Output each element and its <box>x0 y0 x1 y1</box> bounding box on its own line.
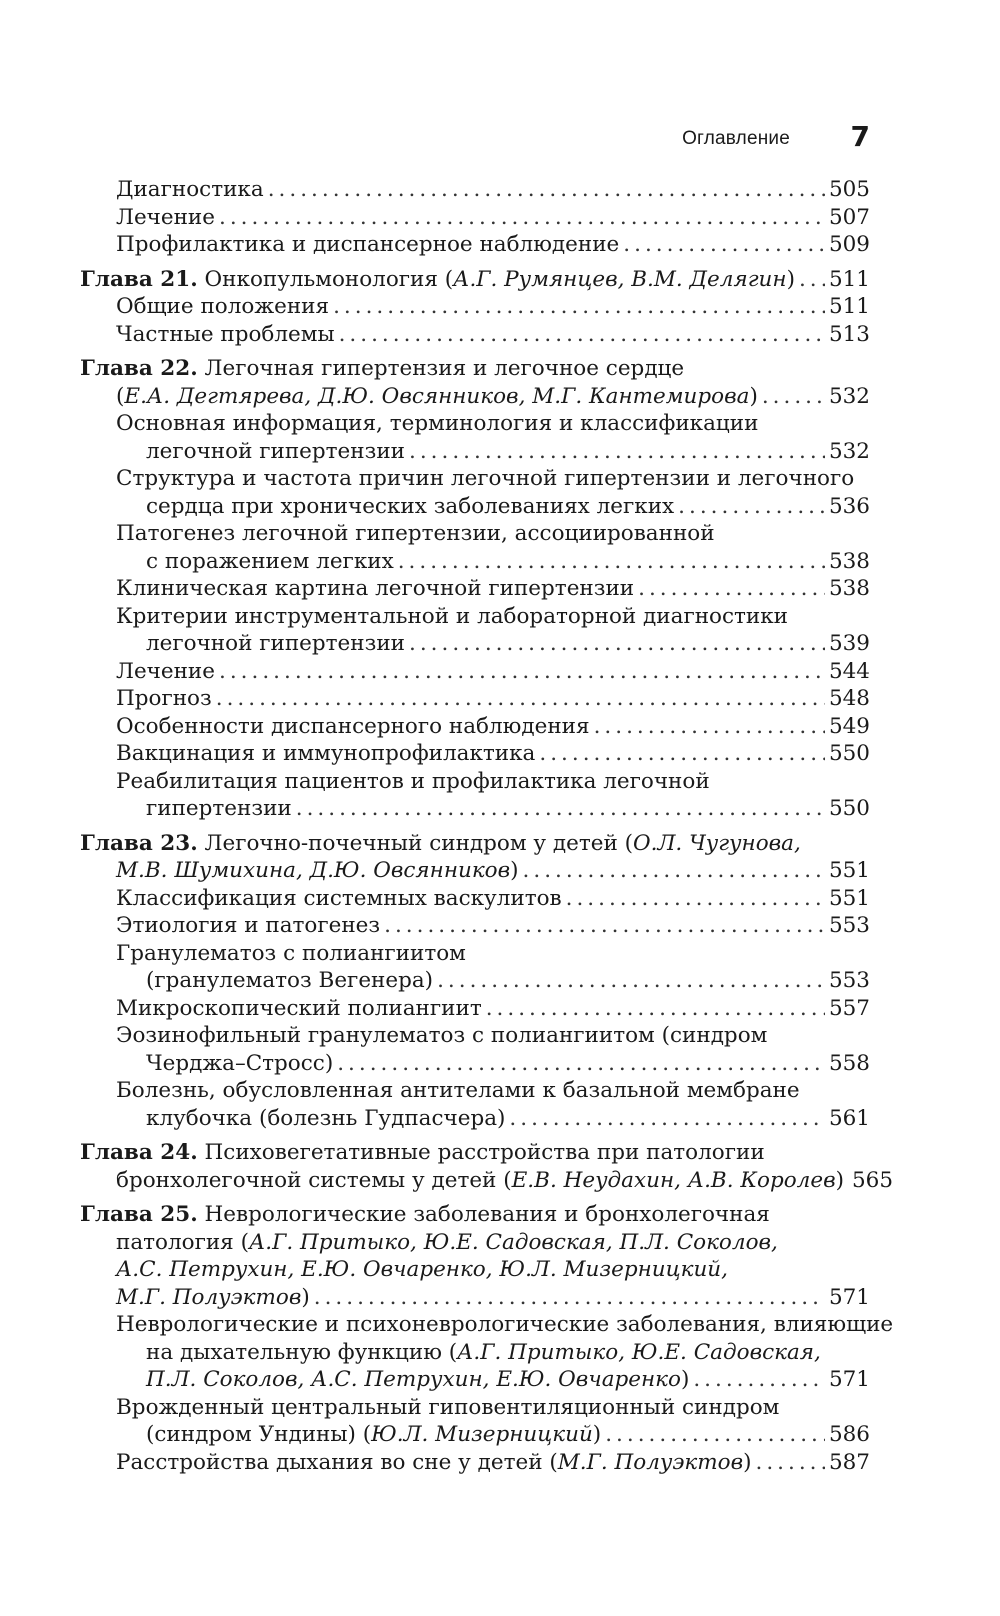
toc-entry[interactable]: Гранулематоз с полиангиитом <box>116 940 466 966</box>
page-ref: 553 <box>828 913 870 938</box>
toc-entry-continuation[interactable]: на дыхательную функцию (А.Г. Притыко, Ю.Е. Садовская, <box>146 1339 821 1365</box>
page-ref: 550 <box>828 741 870 766</box>
toc-entry-continuation[interactable]: сердца при хронических заболеваниях легких ..... 536 <box>80 493 870 521</box>
page-ref: 551 <box>828 858 870 883</box>
chapter-label: Глава 23. <box>80 830 198 856</box>
chapter-label: Глава 25. <box>80 1202 198 1227</box>
page-ref: 507 <box>828 204 870 230</box>
chapter-label: Глава 21. <box>80 266 198 292</box>
toc-entry[interactable]: Врожденный центральный гиповентиляционный синдром <box>116 1394 780 1420</box>
toc-entry-continuation[interactable]: М.В. Шумихина, Д.Ю. Овсянников) ..... 551 <box>80 857 870 885</box>
authors: А.С. Петрухин, Е.Ю. Овчаренко, Ю.Л. Мизерницкий, <box>116 1257 728 1282</box>
toc-entry-continuation[interactable]: Черджа–Стросс) ..... 558 <box>80 1050 870 1078</box>
page-ref: 561 <box>828 1105 870 1131</box>
toc-entry[interactable]: Профилактика и диспансерное наблюдение ..... 509 <box>80 231 870 259</box>
toc-entry[interactable]: Клиническая картина легочной гипертензии ..... 538 <box>80 575 870 603</box>
toc-entry-continuation[interactable]: клубочка (болезнь Гудпасчера) ..... 561 <box>80 1105 870 1133</box>
toc-entry[interactable]: Основная информация, терминология и классификации <box>116 411 759 436</box>
page-ref: 544 <box>828 658 870 684</box>
authors: О.Л. Чугунова, <box>633 830 801 856</box>
toc-entry[interactable]: Классификация системных васкулитов ..... 551 <box>80 885 870 913</box>
page-ref: 538 <box>828 576 870 601</box>
authors: М.В. Шумихина, Д.Ю. Овсянников <box>116 858 511 883</box>
toc-entry-continuation[interactable]: легочной гипертензии ..... 539 <box>80 630 870 658</box>
toc-entry[interactable]: Микроскопический полиангиит ..... 557 <box>80 995 870 1023</box>
page-ref: 538 <box>828 548 870 574</box>
authors: А.Г. Притыко, Ю.Е. Садовская, П.Л. Соколов, <box>248 1229 778 1255</box>
toc-entry-continuation[interactable]: патология (А.Г. Притыко, Ю.Е. Садовская, П.Л. Соколов, <box>116 1229 778 1255</box>
toc-entry[interactable]: Критерии инструментальной и лабораторной диагностики <box>116 603 789 629</box>
authors: Е.В. Неудахин, А.В. Королев <box>511 1167 836 1193</box>
toc-entry[interactable]: Болезнь, обусловленная антителами к базальной мембране <box>116 1078 800 1103</box>
toc-entry-continuation[interactable]: М.Г. Полуэктов) ..... 571 <box>80 1284 870 1312</box>
toc-entry-continuation[interactable]: (Е.А. Дегтярева, Д.Ю. Овсянников, М.Г. Кантемирова) ..... 532 <box>80 383 870 411</box>
page-ref: 513 <box>828 321 870 347</box>
toc-entry-continuation[interactable]: легочной гипертензии ..... 532 <box>80 438 870 466</box>
page-ref: 532 <box>828 438 870 464</box>
page-ref: 511 <box>828 294 870 319</box>
page-ref: 539 <box>828 631 870 656</box>
page-ref: 557 <box>828 995 870 1021</box>
toc-entry[interactable]: Лечение ..... 544 <box>80 658 870 686</box>
page-ref: 551 <box>828 885 870 911</box>
toc-entry-continuation[interactable]: П.Л. Соколов, А.С. Петрухин, Е.Ю. Овчаренко) ..... 571 <box>80 1366 870 1394</box>
toc-chapter-24[interactable]: Глава 24. Психовегетативные расстройства при патологии <box>80 1140 765 1165</box>
page-ref: 571 <box>828 1284 870 1310</box>
toc-entry-continuation[interactable]: гипертензии ..... 550 <box>80 795 870 823</box>
page-ref: 558 <box>828 1050 870 1076</box>
chapter-label: Глава 22. <box>80 356 198 381</box>
page-ref: 549 <box>828 713 870 739</box>
chapter-label: Глава 24. <box>80 1140 198 1165</box>
page-ref: 586 <box>828 1422 870 1447</box>
authors: П.Л. Соколов, А.С. Петрухин, Е.Ю. Овчаренко <box>146 1367 681 1392</box>
toc-entry[interactable]: Диагностика ..... 505 <box>80 176 870 204</box>
toc-chapter-23[interactable]: Глава 23. Легочно-почечный синдром у детей (О.Л. Чугунова, <box>80 830 801 856</box>
toc-entry-continuation[interactable]: бронхолегочной системы у детей (Е.В. Неудахин, А.В. Королев) 565 <box>116 1167 894 1193</box>
toc-entry[interactable]: Расстройства дыхания во сне у детей (М.Г. Полуэктов) ..... 587 <box>80 1449 870 1477</box>
page-ref: 505 <box>828 177 870 202</box>
page-ref: 509 <box>828 232 870 257</box>
page-ref: 548 <box>828 686 870 711</box>
toc-entry[interactable]: Патогенез легочной гипертензии, ассоциированной <box>116 521 715 546</box>
page-header <box>80 120 870 160</box>
toc-entry[interactable]: Прогноз ..... 548 <box>80 685 870 713</box>
page-ref: 532 <box>828 383 870 409</box>
toc-chapter-22[interactable]: Глава 22. Легочная гипертензия и легочное сердце <box>80 356 685 381</box>
page-ref: 565 <box>852 1167 894 1193</box>
toc-entry-continuation[interactable]: (синдром Ундины) (Ю.Л. Мизерницкий) ..... 586 <box>80 1421 870 1449</box>
toc-entry[interactable]: Особенности диспансерного наблюдения ..... 549 <box>80 713 870 741</box>
authors: М.Г. Полуэктов <box>116 1284 302 1310</box>
page-number: 7 <box>850 120 870 153</box>
table-of-contents <box>80 176 894 1476</box>
page-ref: 511 <box>828 266 870 292</box>
toc-chapter-25[interactable]: Глава 25. Неврологические заболевания и бронхолегочная <box>80 1202 770 1227</box>
toc-entry[interactable]: Общие положения ..... 511 <box>80 293 870 321</box>
toc-entry[interactable]: Реабилитация пациентов и профилактика легочной <box>116 768 710 794</box>
authors: А.Г. Притыко, Ю.Е. Садовская, <box>457 1339 821 1365</box>
running-title: Оглавление <box>682 128 790 149</box>
toc-entry[interactable]: Неврологические и психоневрологические заболевания, влияющие <box>116 1312 894 1337</box>
toc-chapter-21[interactable]: Глава 21. Онкопульмонология (А.Г. Румянцев, В.М. Делягин) ..... 511 <box>80 266 870 294</box>
toc-entry[interactable]: Лечение ..... 507 <box>80 204 870 232</box>
toc-entry-continuation[interactable]: с поражением легких ..... 538 <box>80 548 870 576</box>
toc-entry[interactable]: Частные проблемы ..... 513 <box>80 321 870 349</box>
page-ref: 587 <box>828 1449 870 1475</box>
toc-entry[interactable]: Этиология и патогенез ..... 553 <box>80 912 870 940</box>
toc-entry-continuation[interactable]: (гранулематоз Вегенера) ..... 553 <box>80 967 870 995</box>
toc-entry[interactable]: Структура и частота причин легочной гипертензии и легочного <box>116 466 855 491</box>
page-ref: 553 <box>828 968 870 993</box>
page-ref: 536 <box>828 493 870 519</box>
authors: Е.А. Дегтярева, Д.Ю. Овсянников, М.Г. Кантемирова <box>124 383 750 409</box>
authors: М.Г. Полуэктов <box>557 1449 744 1475</box>
toc-entry-continuation[interactable] <box>80 1256 870 1284</box>
authors: А.Г. Румянцев, В.М. Делягин <box>453 266 787 292</box>
page-ref: 550 <box>828 796 870 821</box>
authors: Ю.Л. Мизерницкий <box>371 1422 593 1447</box>
page-ref: 571 <box>828 1367 870 1392</box>
toc-entry[interactable]: Эозинофильный гранулематоз с полиангиитом (синдром <box>116 1023 768 1048</box>
toc-entry[interactable]: Вакцинация и иммунопрофилактика ..... 550 <box>80 740 870 768</box>
